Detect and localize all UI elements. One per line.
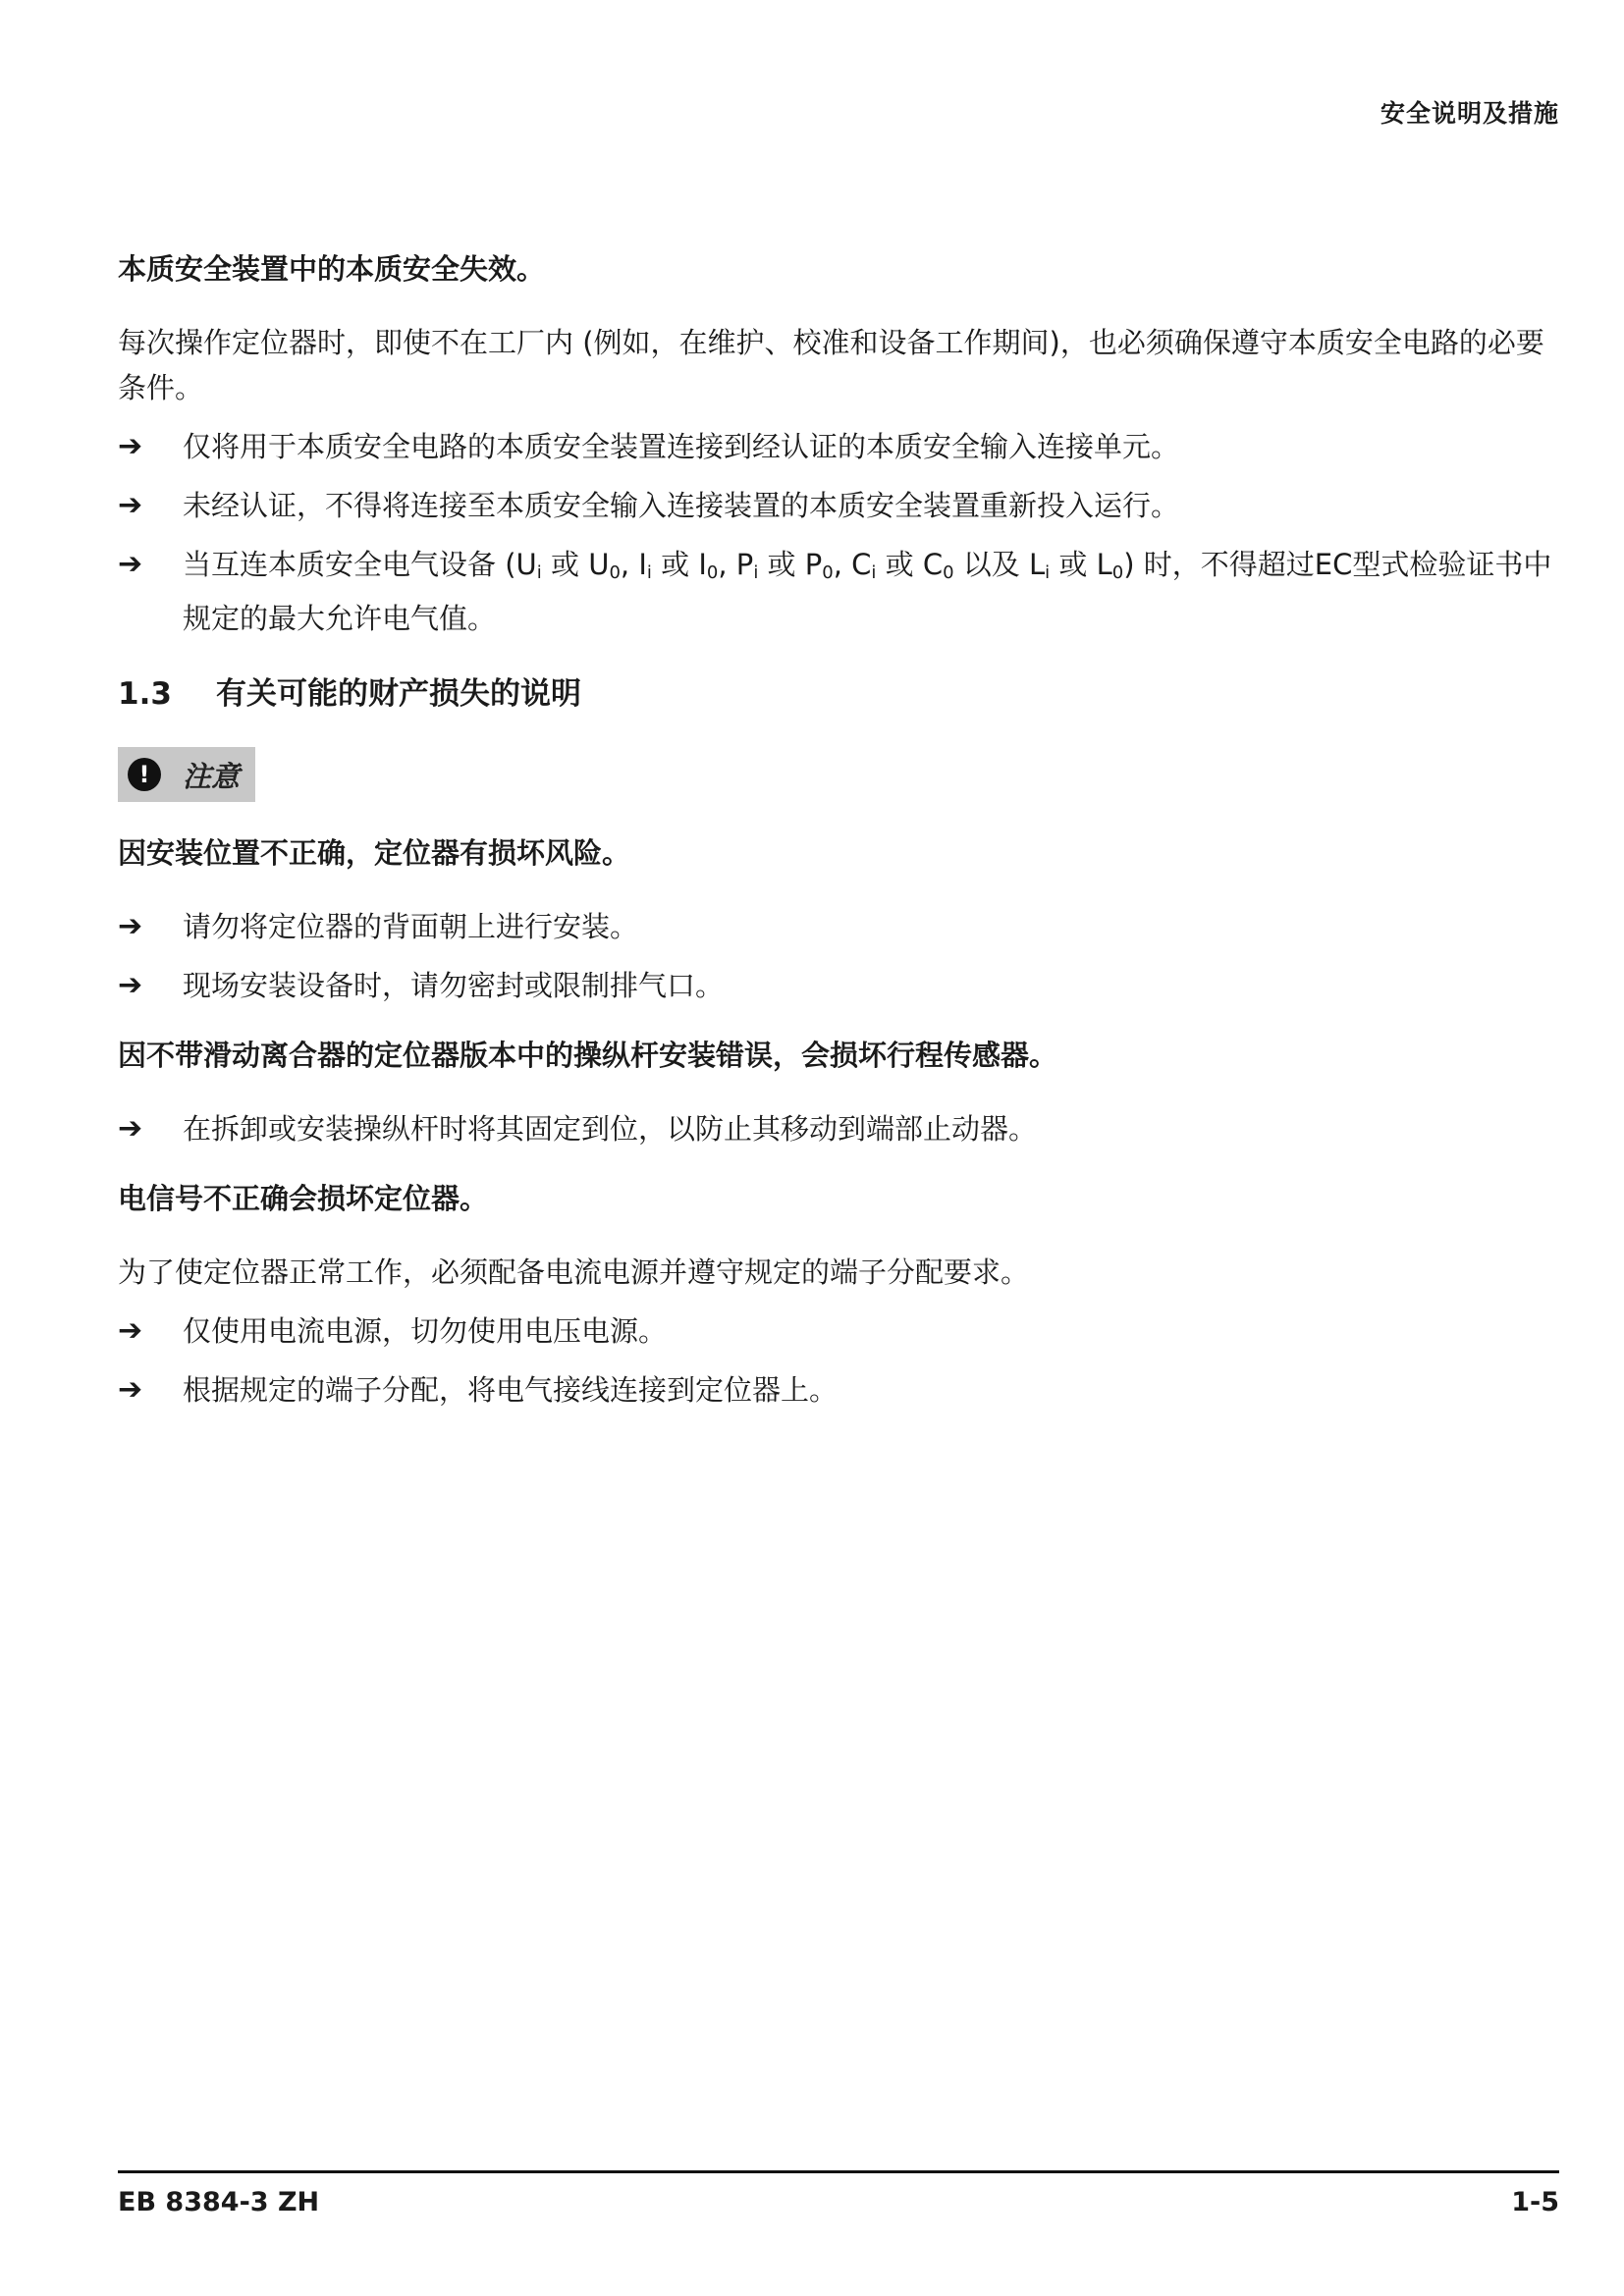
list-item-text: 根据规定的端子分配，将电气接线连接到定位器上。 <box>183 1373 839 1407</box>
page-content <box>118 249 1561 1426</box>
arrow-right-icon: ➔ <box>118 547 143 581</box>
text-fragment: 或 I <box>651 548 707 581</box>
list-item-text: 请勿将定位器的背面朝上进行安装。 <box>183 910 639 943</box>
heading-lever-mounting: 因不带滑动离合器的定位器版本中的操纵杆安装错误，会损坏行程传感器。 <box>118 1039 1058 1072</box>
subscript: 0 <box>706 562 719 583</box>
arrow-right-icon: ➔ <box>118 968 143 1002</box>
text-fragment: 当互连本质安全电气设备 (U <box>183 548 537 581</box>
heading-electrical-signal: 电信号不正确会损坏定位器。 <box>118 1182 489 1215</box>
list-item <box>118 483 1561 528</box>
list-item <box>118 424 1561 469</box>
list-item-text: 仅使用电流电源，切勿使用电压电源。 <box>183 1314 668 1348</box>
footer-divider <box>118 2170 1559 2173</box>
paragraph-intrinsic-safety: 每次操作定位器时，即使不在工厂内 (例如，在维护、校准和设备工作期间)，也必须确保遵守本质安全电路的必要条件。 <box>118 326 1544 404</box>
document-id: EB 8384-3 ZH <box>118 2187 320 2217</box>
notice-banner <box>118 747 255 802</box>
arrow-right-icon: ➔ <box>118 488 143 522</box>
list-item <box>118 904 1561 949</box>
exclamation-icon: ! <box>128 758 161 791</box>
text-fragment: 或 P <box>758 548 823 581</box>
arrow-right-icon: ➔ <box>118 429 143 463</box>
arrow-right-icon: ➔ <box>118 1111 143 1146</box>
text-fragment: ) 时，不得超过EC型式检验证书中规定的最大允许电气值。 <box>183 548 1552 635</box>
section-number: 1.3 <box>118 676 172 712</box>
subscript: i <box>536 562 542 583</box>
list-item <box>118 1367 1561 1413</box>
list-item <box>118 963 1561 1008</box>
subscript: i <box>1045 562 1051 583</box>
section-title: 有关可能的财产损失的说明 <box>216 676 581 712</box>
list-item-text: 仅将用于本质安全电路的本质安全装置连接到经认证的本质安全输入连接单元。 <box>183 430 1180 463</box>
text-fragment: , I <box>620 548 647 581</box>
notice-label: 注意 <box>183 759 241 793</box>
subscript: 0 <box>822 562 834 583</box>
list-item-text: 现场安装设备时，请勿密封或限制排气口。 <box>183 969 725 1002</box>
list-item-text: 未经认证，不得将连接至本质安全输入连接装置的本质安全装置重新投入运行。 <box>183 489 1180 522</box>
arrow-right-icon: ➔ <box>118 1313 143 1348</box>
text-fragment: , C <box>833 548 872 581</box>
list-item <box>118 542 1561 641</box>
subscript: i <box>646 562 652 583</box>
text-fragment: 以及 L <box>953 548 1046 581</box>
text-fragment: 或 L <box>1050 548 1112 581</box>
subscript: i <box>871 562 877 583</box>
subscript: 0 <box>609 562 621 583</box>
text-fragment: , P <box>718 548 754 581</box>
text-fragment: 或 C <box>876 548 944 581</box>
arrow-right-icon: ➔ <box>118 909 143 943</box>
heading-mounting-position: 因安装位置不正确，定位器有损坏风险。 <box>118 836 631 870</box>
subscript: 0 <box>1111 562 1124 583</box>
list-item <box>118 1106 1561 1151</box>
section-heading <box>118 672 1561 716</box>
page-number: 1-5 <box>1511 2187 1559 2217</box>
running-header: 安全说明及措施 <box>1380 99 1559 128</box>
arrow-right-icon: ➔ <box>118 1372 143 1407</box>
paragraph-power-supply: 为了使定位器正常工作，必须配备电流电源并遵守规定的端子分配要求。 <box>118 1255 1030 1289</box>
heading-intrinsic-safety-failure: 本质安全装置中的本质安全失效。 <box>118 252 546 286</box>
subscript: i <box>753 562 759 583</box>
list-item-text-electrical-values <box>183 542 1561 641</box>
subscript: 0 <box>943 562 954 583</box>
text-fragment: 或 U <box>541 548 610 581</box>
list-item <box>118 1308 1561 1354</box>
list-item-text: 在拆卸或安装操纵杆时将其固定到位，以防止其移动到端部止动器。 <box>183 1112 1038 1146</box>
